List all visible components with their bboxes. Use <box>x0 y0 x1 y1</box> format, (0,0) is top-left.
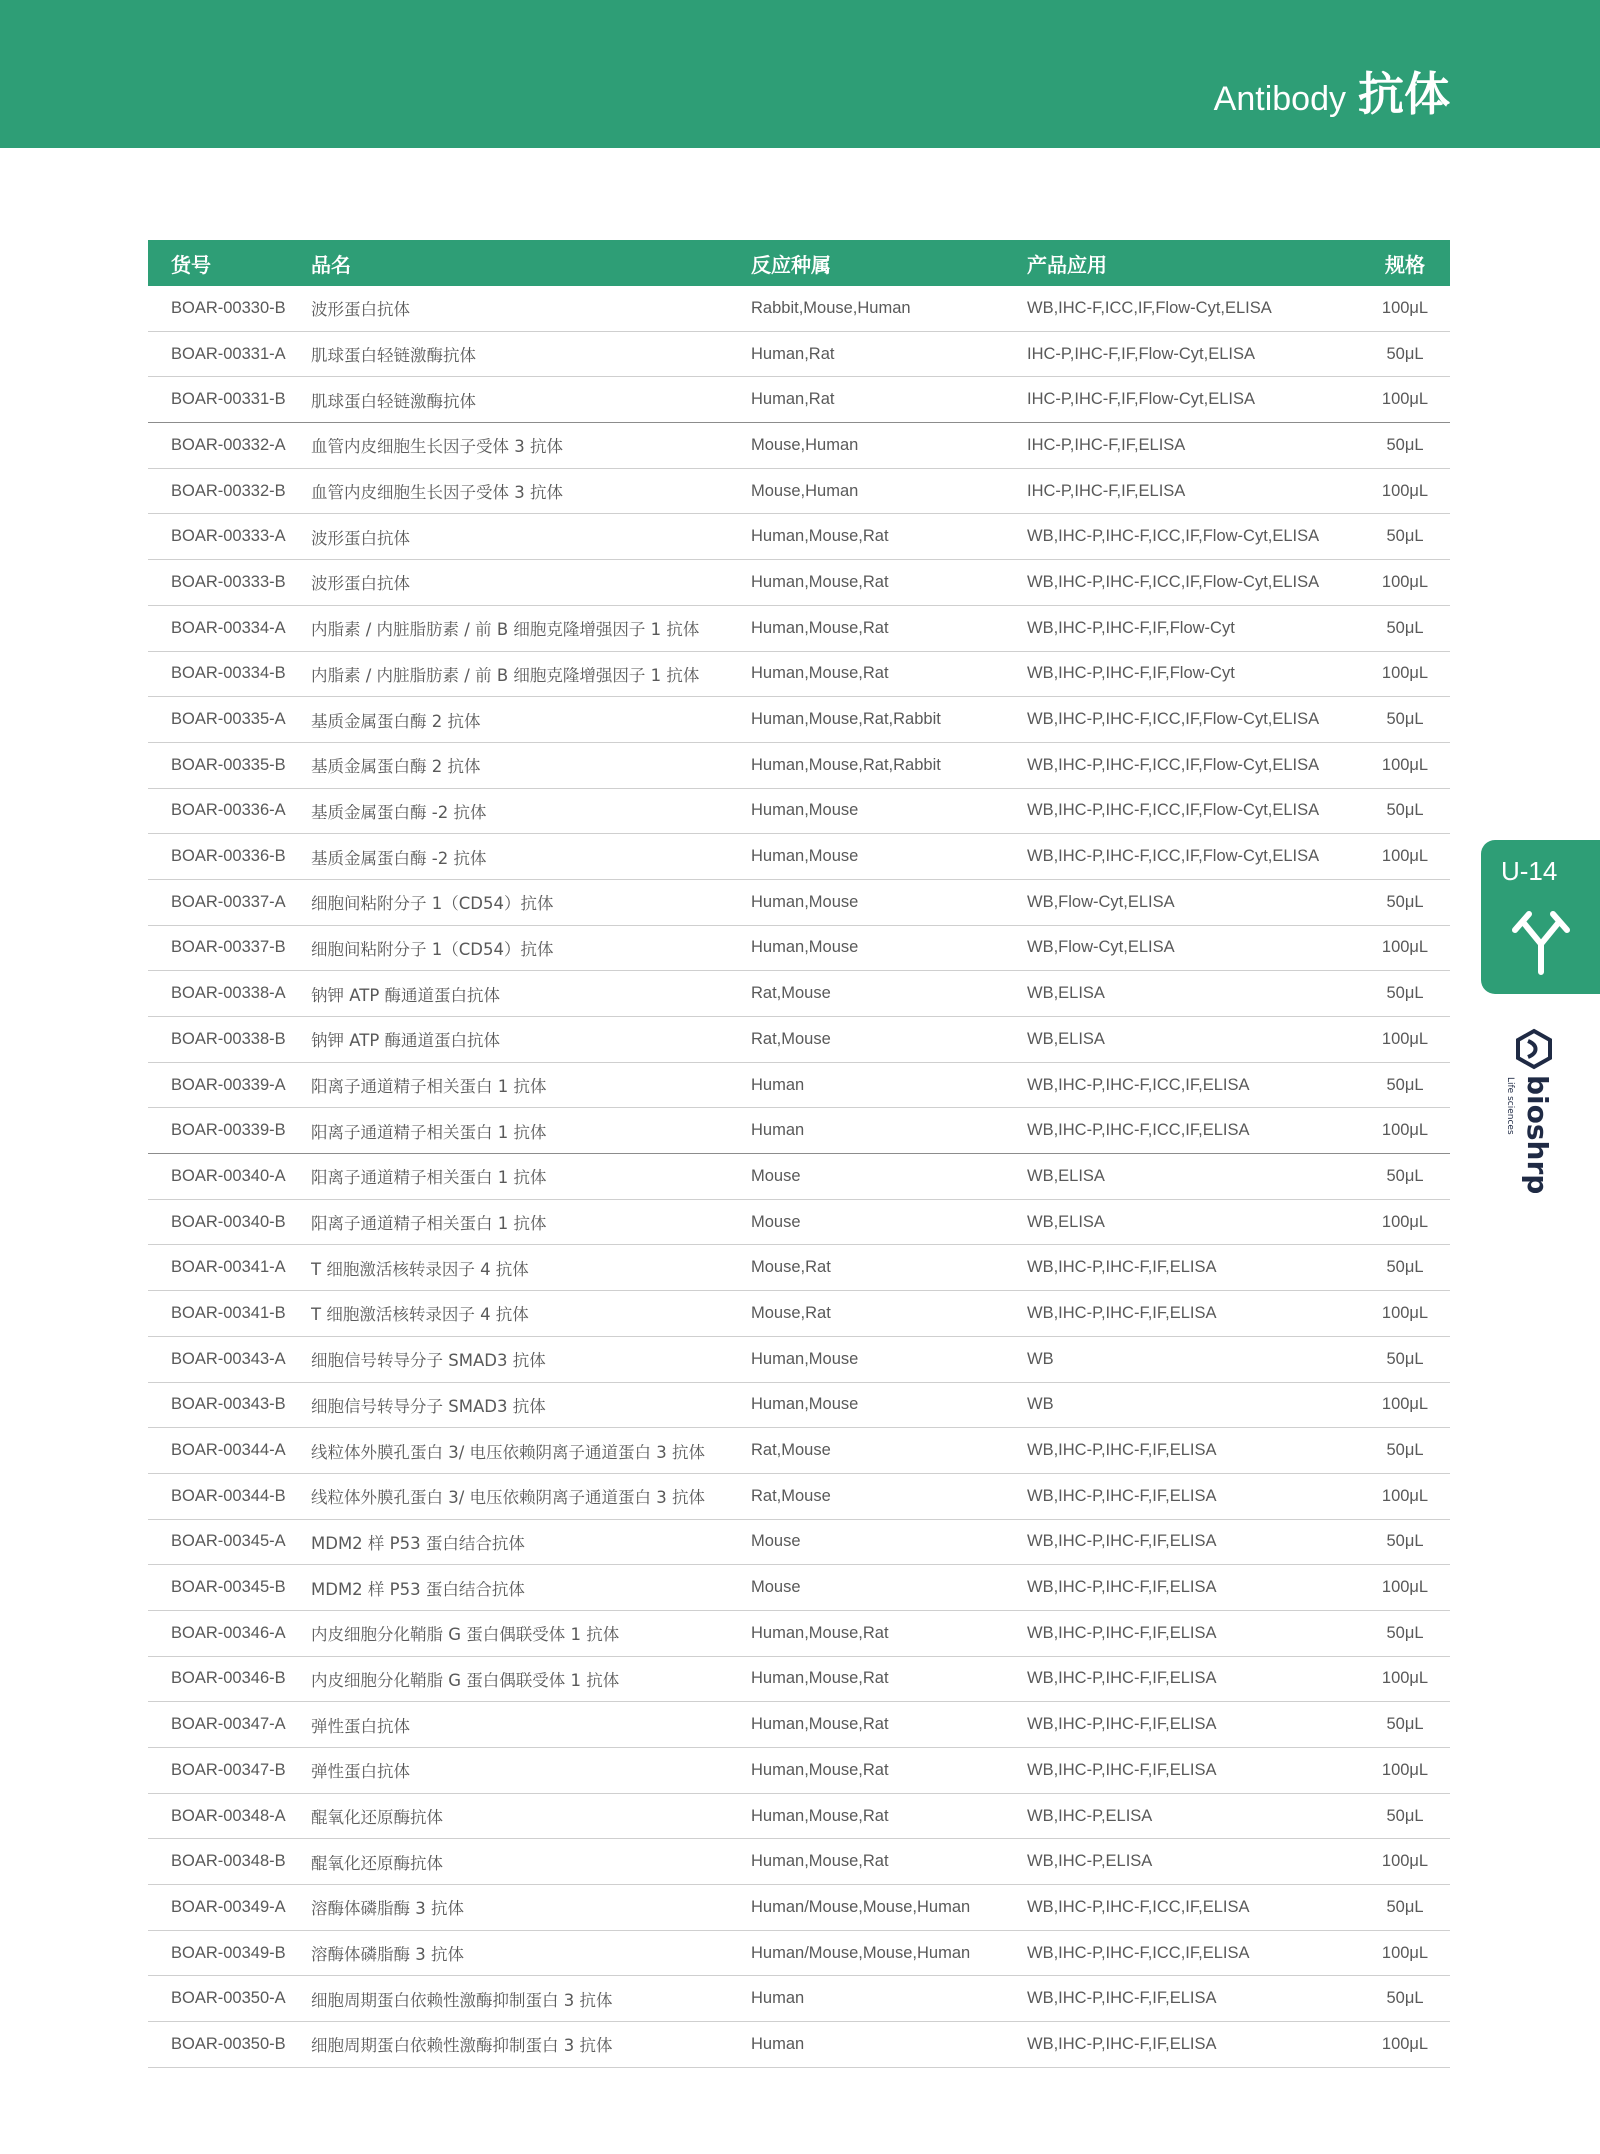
cell-product-name: 肌球蛋白轻链激酶抗体 <box>311 391 476 411</box>
cell-application: WB,IHC-F,ICC,IF,Flow-Cyt,ELISA <box>1027 298 1272 317</box>
cell-reactivity: Human,Mouse <box>751 938 859 957</box>
cell-product-name: 血管内皮细胞生长因子受体 3 抗体 <box>311 483 563 503</box>
table-row <box>148 1976 1450 2022</box>
table-row <box>148 560 1450 606</box>
cell-reactivity: Human,Mouse <box>751 1395 859 1414</box>
cell-product-name: MDM2 样 P53 蛋白结合抗体 <box>311 1533 525 1553</box>
table-row <box>148 743 1450 789</box>
cell-reactivity: Mouse,Human <box>751 481 859 500</box>
table-row <box>148 1383 1450 1429</box>
cell-catalog-no: BOAR-00333-B <box>171 572 286 591</box>
cell-reactivity: Human,Rat <box>751 390 835 409</box>
column-header-reactivity: 反应种属 <box>751 252 831 277</box>
cell-size: 50μL <box>1386 801 1424 820</box>
cell-reactivity: Human <box>751 1989 805 2008</box>
cell-size: 100μL <box>1381 755 1429 774</box>
table-row <box>148 926 1450 972</box>
cell-reactivity: Human,Mouse,Rat <box>751 1806 889 1825</box>
cell-application: WB <box>1027 1395 1054 1414</box>
cell-catalog-no: BOAR-00338-A <box>171 984 286 1003</box>
table-row <box>148 1200 1450 1246</box>
cell-reactivity: Human,Mouse,Rat <box>751 1852 889 1871</box>
cell-product-name: 醌氧化还原酶抗体 <box>311 1853 443 1873</box>
cell-application: WB,ELISA <box>1027 1166 1105 1185</box>
header-band <box>0 0 1600 148</box>
cell-catalog-no: BOAR-00347-B <box>171 1760 286 1779</box>
table-row <box>148 1154 1450 1200</box>
cell-size: 50μL <box>1386 1075 1424 1094</box>
cell-size: 50μL <box>1386 1715 1424 1734</box>
table-row <box>148 1794 1450 1840</box>
cell-reactivity: Human,Mouse,Rat <box>751 664 889 683</box>
cell-reactivity: Rat,Mouse <box>751 1441 831 1460</box>
cell-size: 50μL <box>1386 527 1424 546</box>
cell-product-name: 内脂素 / 内脏脂肪素 / 前 B 细胞克隆增强因子 1 抗体 <box>311 665 700 685</box>
cell-size: 50μL <box>1386 1166 1424 1185</box>
cell-product-name: 波形蛋白抗体 <box>311 300 410 320</box>
cell-application: IHC-P,IHC-F,IF,Flow-Cyt,ELISA <box>1027 390 1255 409</box>
cell-product-name: 基质金属蛋白酶 -2 抗体 <box>311 802 487 822</box>
cell-product-name: 线粒体外膜孔蛋白 3/ 电压依赖阴离子通道蛋白 3 抗体 <box>311 1488 706 1508</box>
cell-catalog-no: BOAR-00330-B <box>171 298 286 317</box>
cell-catalog-no: BOAR-00332-B <box>171 481 286 500</box>
cell-catalog-no: BOAR-00339-A <box>171 1075 286 1094</box>
table-row <box>148 1657 1450 1703</box>
cell-reactivity: Mouse <box>751 1166 801 1185</box>
cell-reactivity: Mouse,Rat <box>751 1258 831 1277</box>
table-row <box>148 377 1450 423</box>
cell-catalog-no: BOAR-00339-B <box>171 1121 286 1140</box>
section-tab <box>1481 840 1600 994</box>
table-row <box>148 1702 1450 1748</box>
cell-product-name: 细胞间粘附分子 1（CD54）抗体 <box>311 939 554 959</box>
table-row <box>148 1839 1450 1885</box>
cell-reactivity: Human,Mouse,Rat,Rabbit <box>751 710 941 729</box>
table-body <box>148 286 1450 2068</box>
cell-product-name: 内皮细胞分化鞘脂 G 蛋白偶联受体 1 抗体 <box>311 1625 620 1645</box>
column-header-application: 产品应用 <box>1027 252 1107 277</box>
cell-catalog-no: BOAR-00341-B <box>171 1303 286 1322</box>
cell-product-name: 弹性蛋白抗体 <box>311 1716 410 1736</box>
cell-size: 50μL <box>1386 710 1424 729</box>
cell-reactivity: Mouse <box>751 1532 801 1551</box>
cell-reactivity: Human <box>751 1075 805 1094</box>
table-row <box>148 1474 1450 1520</box>
cell-reactivity: Human/Mouse,Mouse,Human <box>751 1897 971 1916</box>
cell-size: 50μL <box>1386 1989 1424 2008</box>
cell-catalog-no: BOAR-00341-A <box>171 1258 286 1277</box>
column-header-product-name: 品名 <box>311 252 351 277</box>
cell-catalog-no: BOAR-00340-A <box>171 1166 286 1185</box>
cell-application: WB,IHC-P,IHC-F,ICC,IF,ELISA <box>1027 1943 1250 1962</box>
page-title <box>1214 58 1450 124</box>
cell-reactivity: Mouse <box>751 1578 801 1597</box>
table-row <box>148 1931 1450 1977</box>
table-row <box>148 1337 1450 1383</box>
table-header <box>148 240 1450 286</box>
cell-application: WB,IHC-P,IHC-F,ICC,IF,ELISA <box>1027 1121 1250 1140</box>
cell-catalog-no: BOAR-00343-B <box>171 1395 286 1414</box>
cell-application: WB,ELISA <box>1027 1212 1105 1231</box>
cell-catalog-no: BOAR-00338-B <box>171 1029 286 1048</box>
cell-size: 50μL <box>1386 618 1424 637</box>
cell-size: 100μL <box>1381 1760 1429 1779</box>
cell-reactivity: Rabbit,Mouse,Human <box>751 298 911 317</box>
cell-catalog-no: BOAR-00334-B <box>171 664 286 683</box>
brand-name: bioshrp <box>1521 1075 1554 1195</box>
cell-size: 100μL <box>1381 2034 1429 2053</box>
cell-catalog-no: BOAR-00349-B <box>171 1943 286 1962</box>
cell-size: 100μL <box>1381 1669 1429 1688</box>
cell-application: WB,Flow-Cyt,ELISA <box>1027 938 1175 957</box>
table-row <box>148 286 1450 332</box>
cell-reactivity: Human <box>751 1121 805 1140</box>
cell-reactivity: Rat,Mouse <box>751 1486 831 1505</box>
cell-application: WB,IHC-P,IHC-F,ICC,IF,Flow-Cyt,ELISA <box>1027 755 1320 774</box>
cell-reactivity: Mouse,Human <box>751 435 859 454</box>
cell-catalog-no: BOAR-00335-B <box>171 755 286 774</box>
cell-size: 100μL <box>1381 1852 1429 1871</box>
cell-size: 100μL <box>1381 1943 1429 1962</box>
cell-application: WB,IHC-P,IHC-F,ICC,IF,ELISA <box>1027 1897 1250 1916</box>
cell-application: WB,IHC-P,IHC-F,ICC,IF,Flow-Cyt,ELISA <box>1027 801 1320 820</box>
table-row <box>148 971 1450 1017</box>
cell-reactivity: Human,Mouse,Rat,Rabbit <box>751 755 941 774</box>
product-table <box>148 240 1450 2068</box>
cell-reactivity: Rat,Mouse <box>751 1029 831 1048</box>
cell-size: 100μL <box>1381 1395 1429 1414</box>
cell-size: 50μL <box>1386 1349 1424 1368</box>
cell-product-name: 阳离子通道精子相关蛋白 1 抗体 <box>311 1168 547 1188</box>
table-row <box>148 1108 1450 1154</box>
table-row <box>148 1565 1450 1611</box>
cell-size: 100μL <box>1381 1486 1429 1505</box>
table-row <box>148 606 1450 652</box>
cell-reactivity: Human,Mouse,Rat <box>751 618 889 637</box>
cell-size: 50μL <box>1386 1806 1424 1825</box>
cell-product-name: 阳离子通道精子相关蛋白 1 抗体 <box>311 1214 547 1234</box>
cell-catalog-no: BOAR-00333-A <box>171 527 286 546</box>
cell-product-name: 细胞信号转导分子 SMAD3 抗体 <box>311 1396 546 1416</box>
antibody-icon <box>1509 904 1573 976</box>
cell-size: 100μL <box>1381 664 1429 683</box>
column-header-size: 规格 <box>1385 252 1425 277</box>
table-row <box>148 1245 1450 1291</box>
table-row <box>148 652 1450 698</box>
cell-product-name: 弹性蛋白抗体 <box>311 1762 410 1782</box>
table-row <box>148 469 1450 515</box>
table-row <box>148 834 1450 880</box>
cell-reactivity: Human,Rat <box>751 344 835 363</box>
cell-product-name: 细胞周期蛋白依赖性激酶抑制蛋白 3 抗体 <box>311 1990 613 2010</box>
cell-product-name: MDM2 样 P53 蛋白结合抗体 <box>311 1579 525 1599</box>
cell-catalog-no: BOAR-00331-B <box>171 390 286 409</box>
cell-application: WB,IHC-P,IHC-F,IF,ELISA <box>1027 1715 1217 1734</box>
cell-size: 50μL <box>1386 344 1424 363</box>
page-title-en: Antibody <box>1213 80 1346 118</box>
cell-product-name: T 细胞激活核转录因子 4 抗体 <box>311 1259 529 1279</box>
table-row <box>148 423 1450 469</box>
cell-reactivity: Human <box>751 2034 805 2053</box>
cell-size: 100μL <box>1381 481 1429 500</box>
cell-catalog-no: BOAR-00350-A <box>171 1989 286 2008</box>
cell-size: 50μL <box>1386 435 1424 454</box>
cell-application: WB,IHC-P,IHC-F,ICC,IF,Flow-Cyt,ELISA <box>1027 572 1320 591</box>
cell-catalog-no: BOAR-00344-B <box>171 1486 286 1505</box>
cell-size: 100μL <box>1381 847 1429 866</box>
cell-catalog-no: BOAR-00348-A <box>171 1806 286 1825</box>
cell-application: WB,Flow-Cyt,ELISA <box>1027 892 1175 911</box>
cell-size: 50μL <box>1386 892 1424 911</box>
cell-reactivity: Human,Mouse <box>751 801 859 820</box>
cell-catalog-no: BOAR-00350-B <box>171 2034 286 2053</box>
cell-application: WB,IHC-P,IHC-F,IF,Flow-Cyt <box>1027 664 1235 683</box>
cell-catalog-no: BOAR-00334-A <box>171 618 286 637</box>
cell-reactivity: Human,Mouse,Rat <box>751 1715 889 1734</box>
table-row <box>148 1611 1450 1657</box>
cell-application: WB,IHC-P,IHC-F,IF,ELISA <box>1027 2034 1217 2053</box>
table-row <box>148 1063 1450 1109</box>
cell-catalog-no: BOAR-00343-A <box>171 1349 286 1368</box>
cell-application: WB,IHC-P,IHC-F,ICC,IF,Flow-Cyt,ELISA <box>1027 710 1320 729</box>
cell-product-name: 基质金属蛋白酶 -2 抗体 <box>311 848 487 868</box>
table-row <box>148 514 1450 560</box>
cell-size: 100μL <box>1381 1578 1429 1597</box>
cell-size: 100μL <box>1381 298 1429 317</box>
cell-reactivity: Human,Mouse <box>751 892 859 911</box>
cell-application: WB <box>1027 1349 1054 1368</box>
table-row <box>148 1017 1450 1063</box>
cell-catalog-no: BOAR-00347-A <box>171 1715 286 1734</box>
section-code: U-14 <box>1501 856 1558 886</box>
cell-catalog-no: BOAR-00345-A <box>171 1532 286 1551</box>
cell-application: WB,IHC-P,IHC-F,IF,Flow-Cyt <box>1027 618 1235 637</box>
cell-catalog-no: BOAR-00336-A <box>171 801 286 820</box>
table-row <box>148 1885 1450 1931</box>
cell-application: WB,IHC-P,IHC-F,IF,ELISA <box>1027 1441 1217 1460</box>
table-row <box>148 1520 1450 1566</box>
cell-application: WB,IHC-P,IHC-F,IF,ELISA <box>1027 1669 1217 1688</box>
cell-product-name: 细胞周期蛋白依赖性激酶抑制蛋白 3 抗体 <box>311 2036 613 2056</box>
cell-size: 100μL <box>1381 1121 1429 1140</box>
cell-product-name: 细胞间粘附分子 1（CD54）抗体 <box>311 894 554 914</box>
cell-product-name: 溶酶体磷脂酶 3 抗体 <box>311 1945 464 1965</box>
cell-size: 100μL <box>1381 938 1429 957</box>
cell-size: 100μL <box>1381 572 1429 591</box>
brand-tagline: Life sciences <box>1505 1077 1515 1135</box>
cell-size: 50μL <box>1386 1623 1424 1642</box>
cell-reactivity: Mouse <box>751 1212 801 1231</box>
cell-size: 100μL <box>1381 1303 1429 1322</box>
cell-reactivity: Human,Mouse,Rat <box>751 1760 889 1779</box>
table-row <box>148 332 1450 378</box>
cell-application: WB,IHC-P,IHC-F,IF,ELISA <box>1027 1258 1217 1277</box>
cell-product-name: 血管内皮细胞生长因子受体 3 抗体 <box>311 437 563 457</box>
cell-product-name: 醌氧化还原酶抗体 <box>311 1808 443 1828</box>
cell-catalog-no: BOAR-00340-B <box>171 1212 286 1231</box>
cell-reactivity: Human,Mouse,Rat <box>751 527 889 546</box>
page-title-zh: 抗体 <box>1358 67 1450 121</box>
cell-catalog-no: BOAR-00345-B <box>171 1578 286 1597</box>
cell-reactivity: Rat,Mouse <box>751 984 831 1003</box>
cell-application: WB,IHC-P,IHC-F,IF,ELISA <box>1027 1578 1217 1597</box>
cell-catalog-no: BOAR-00331-A <box>171 344 286 363</box>
cell-product-name: 基质金属蛋白酶 2 抗体 <box>311 757 481 777</box>
cell-reactivity: Human,Mouse <box>751 1349 859 1368</box>
cell-application: WB,IHC-P,IHC-F,ICC,IF,Flow-Cyt,ELISA <box>1027 527 1320 546</box>
table-row <box>148 880 1450 926</box>
cell-application: WB,ELISA <box>1027 984 1105 1003</box>
cell-application: WB,IHC-P,IHC-F,ICC,IF,Flow-Cyt,ELISA <box>1027 847 1320 866</box>
cell-product-name: 基质金属蛋白酶 2 抗体 <box>311 711 481 731</box>
cell-catalog-no: BOAR-00335-A <box>171 710 286 729</box>
cell-reactivity: Human,Mouse,Rat <box>751 572 889 591</box>
table-row <box>148 1748 1450 1794</box>
cell-product-name: 细胞信号转导分子 SMAD3 抗体 <box>311 1351 546 1371</box>
cell-catalog-no: BOAR-00337-B <box>171 938 286 957</box>
cell-catalog-no: BOAR-00332-A <box>171 435 286 454</box>
cell-product-name: 肌球蛋白轻链激酶抗体 <box>311 346 476 366</box>
cell-catalog-no: BOAR-00346-A <box>171 1623 286 1642</box>
cell-reactivity: Human,Mouse,Rat <box>751 1623 889 1642</box>
table-row <box>148 789 1450 835</box>
cell-reactivity: Human,Mouse,Rat <box>751 1669 889 1688</box>
cell-size: 100μL <box>1381 390 1429 409</box>
cell-size: 50μL <box>1386 984 1424 1003</box>
cell-application: WB,IHC-P,IHC-F,IF,ELISA <box>1027 1760 1217 1779</box>
cell-product-name: 阳离子通道精子相关蛋白 1 抗体 <box>311 1077 547 1097</box>
brand-logo <box>1500 1025 1560 1195</box>
cell-application: WB,ELISA <box>1027 1029 1105 1048</box>
column-header-catalog-no: 货号 <box>171 252 211 277</box>
cell-size: 50μL <box>1386 1897 1424 1916</box>
table-row <box>148 1428 1450 1474</box>
cell-application: WB,IHC-P,ELISA <box>1027 1806 1153 1825</box>
cell-product-name: 内皮细胞分化鞘脂 G 蛋白偶联受体 1 抗体 <box>311 1670 620 1690</box>
cell-catalog-no: BOAR-00344-A <box>171 1441 286 1460</box>
table-row <box>148 2022 1450 2068</box>
cell-application: WB,IHC-P,IHC-F,IF,ELISA <box>1027 1532 1217 1551</box>
cell-catalog-no: BOAR-00336-B <box>171 847 286 866</box>
cell-reactivity: Mouse,Rat <box>751 1303 831 1322</box>
cell-product-name: 波形蛋白抗体 <box>311 574 410 594</box>
cell-size: 50μL <box>1386 1532 1424 1551</box>
cell-catalog-no: BOAR-00348-B <box>171 1852 286 1871</box>
cell-product-name: 线粒体外膜孔蛋白 3/ 电压依赖阴离子通道蛋白 3 抗体 <box>311 1442 706 1462</box>
table-row <box>148 1291 1450 1337</box>
cell-product-name: 钠钾 ATP 酶通道蛋白抗体 <box>311 1031 501 1051</box>
cell-application: WB,IHC-P,IHC-F,IF,ELISA <box>1027 1989 1217 2008</box>
cell-application: IHC-P,IHC-F,IF,Flow-Cyt,ELISA <box>1027 344 1255 363</box>
cell-product-name: 波形蛋白抗体 <box>311 528 410 548</box>
cell-application: WB,IHC-P,IHC-F,IF,ELISA <box>1027 1303 1217 1322</box>
cell-product-name: 溶酶体磷脂酶 3 抗体 <box>311 1899 464 1919</box>
cell-application: WB,IHC-P,ELISA <box>1027 1852 1153 1871</box>
cell-reactivity: Human,Mouse <box>751 847 859 866</box>
cell-size: 50μL <box>1386 1258 1424 1277</box>
cell-size: 50μL <box>1386 1441 1424 1460</box>
cell-product-name: 阳离子通道精子相关蛋白 1 抗体 <box>311 1122 547 1142</box>
cell-reactivity: Human/Mouse,Mouse,Human <box>751 1943 971 1962</box>
cell-catalog-no: BOAR-00346-B <box>171 1669 286 1688</box>
cell-size: 100μL <box>1381 1212 1429 1231</box>
cell-catalog-no: BOAR-00337-A <box>171 892 286 911</box>
cell-size: 100μL <box>1381 1029 1429 1048</box>
cell-application: WB,IHC-P,IHC-F,ICC,IF,ELISA <box>1027 1075 1250 1094</box>
cell-catalog-no: BOAR-00349-A <box>171 1897 286 1916</box>
cell-product-name: T 细胞激活核转录因子 4 抗体 <box>311 1305 529 1325</box>
cell-application: WB,IHC-P,IHC-F,IF,ELISA <box>1027 1486 1217 1505</box>
cell-application: WB,IHC-P,IHC-F,IF,ELISA <box>1027 1623 1217 1642</box>
cell-product-name: 钠钾 ATP 酶通道蛋白抗体 <box>311 985 501 1005</box>
cell-application: IHC-P,IHC-F,IF,ELISA <box>1027 435 1186 454</box>
cell-application: IHC-P,IHC-F,IF,ELISA <box>1027 481 1186 500</box>
bioshrp-logo <box>1500 1025 1560 1195</box>
cell-product-name: 内脂素 / 内脏脂肪素 / 前 B 细胞克隆增强因子 1 抗体 <box>311 620 700 640</box>
table-row <box>148 697 1450 743</box>
